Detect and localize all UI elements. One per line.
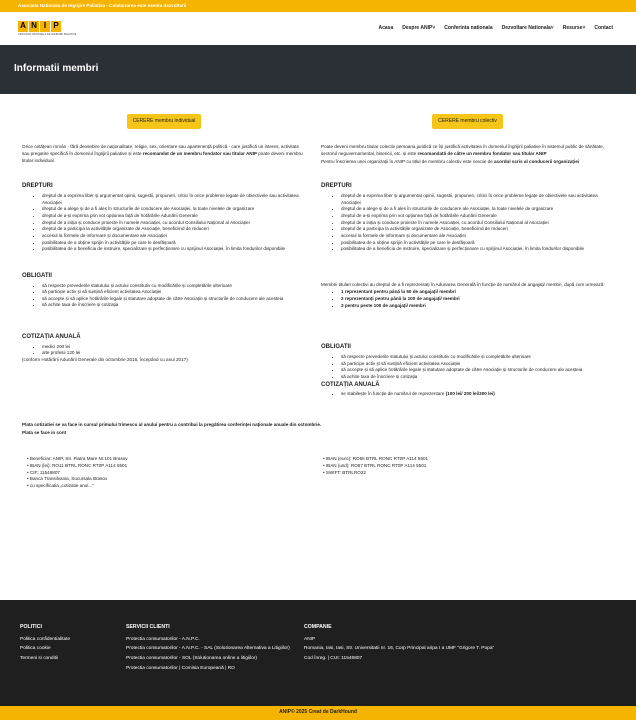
list-item: • să respecte prevederile statutului și actului constitutiv cu modificările și completările ulterioare <box>341 354 614 361</box>
list-item: • medici 200 lei <box>42 344 306 351</box>
list-item: • accesul la formele de informare și documentare ale Asociației <box>42 233 306 240</box>
collective-representation-intro: Membrii titulari colectivi au dreptul de a fi reprezentați în Adunarea Generală în funcție de numărul de angajați/ membri, după cum urmează: <box>321 281 605 287</box>
list-item: • CIF: 11546807 <box>27 470 318 477</box>
individual-rights-list <box>22 193 306 253</box>
logo-subtitle: ASOCIATIA NATIONALA DE INGRIJIRI PALIATIVE <box>18 32 77 36</box>
collective-rights-list <box>321 193 614 253</box>
list-item: • cu specificatia „cotizatie anul...” <box>27 483 318 490</box>
list-item: • posibilitatea de a obține sprijin în activitățile pe care le desfășoară <box>42 240 306 247</box>
footer-company-address: Romania, Iasi, Iasi, Str. Universitatii nr. 16, Corp Principal aripa I a UMF "Grigore T. Popa" <box>304 646 495 652</box>
footer-companie <box>304 624 604 706</box>
copyright-text: ANIP© 2025 Creat de DarkHound <box>279 709 357 716</box>
footer-link[interactable]: Politica confidentialitate <box>20 636 71 642</box>
individual-fee-note: (conform Hotărârii Adunării Generale din octombrie 2016, începând cu anul 2017) <box>22 357 188 363</box>
announcement-text: Asociatia Nationala de Ingrijire Paliativa - Colaborarea este esenta dezvoltarii <box>18 2 187 8</box>
individual-intro: Orice cetățean român - fără deosebire de naționalitate, religie, sex, orientare sau apartenență politică - care justifică un interes, activitate sau pregatire specifică în domeniul îngrijirii paliative și este recomandat de un membru fondator sau titular ANIP poate deveni membru titular individual. <box>22 144 303 163</box>
list-item: • posibilitatea de a obține sprijin în activitățile pe care le desfășoară <box>341 240 614 247</box>
payment-info <box>0 422 636 436</box>
bank-details-left <box>22 456 318 489</box>
list-item: • se stabilește în funcție de numărul de reprezentare (100 lei/ 200 lei/300 lei) <box>341 391 614 398</box>
list-item: • 2 reprezentanți pentru până la 100 de angajați/ membri <box>341 296 614 303</box>
collective-obligations-title: OBLIGATII <box>321 344 351 351</box>
list-item: • să achite taxa de înscriere și cotizația <box>42 302 306 309</box>
logo-letter-n: N <box>29 21 39 32</box>
list-item: • dreptul de a-și exprima prin vot opțiunea față de hotărârile Adunării Generale <box>341 213 614 220</box>
list-item: • posibilitatea de a beneficia de instruire, specializare și perfecționare cu sprijinul Asociației, în limita fondurilor disponibile <box>341 246 614 253</box>
footer-link[interactable]: Protectia consumatorilor | Comisia Europeană | RO <box>126 666 235 672</box>
footer-link[interactable]: Protectia consumatorilor - SOL (Solutionarea online a litigiilor) <box>126 656 257 662</box>
individual-fee-list <box>22 344 306 357</box>
footer-link[interactable]: Protectia consumatorilor - A.N.P.C. - SAL (Solutionarea Alternativa a Litigiilor) <box>126 646 290 652</box>
collective-representation-list <box>321 289 614 309</box>
membership-columns <box>0 94 636 398</box>
nav-contact[interactable]: Contact <box>594 24 613 31</box>
individual-rights-title: DREPTURI <box>22 183 53 190</box>
collective-intro: Poate deveni membru titular colectiv persoana juridică ce își justifică activitatea în domeniul îngrijirii paliative în sistemul public de sănătate, sectorul neguvernamental, bisericii, etc. și este recomandată de către un membru fondator sau titular ANIP <box>321 144 604 156</box>
chevron-down-icon: ˅ <box>550 24 554 31</box>
list-item: • dreptul de a iniția și conduce proiecte în numele Asociației, cu acordul Consiliului Național al Asociației <box>42 220 306 227</box>
collective-rights-title: DREPTURI <box>321 183 352 190</box>
list-item: • posibilitatea de a beneficia de instruire, specializare și perfecționare cu sprijinul Asociației, în limita fondurilor disponibile <box>42 246 306 253</box>
list-item: • 1 reprezentant pentru până la 50 de angajați/ membri <box>341 289 614 296</box>
list-item: • să participe activ și să susțină eficient activitatea Asociației <box>341 361 614 368</box>
footer-link[interactable]: Termeni si conditii <box>20 656 59 662</box>
collective-request-button[interactable]: CERERE membru colectiv <box>432 114 503 129</box>
chevron-down-icon: ˅ <box>582 24 586 31</box>
list-item: • să accepte și să aplice hotărârile legale și statutare adoptate de către Asociație și structurile de conducere ale acesteia <box>341 367 614 374</box>
list-item: • dreptul de a iniția și conduce proiecte în numele Asociației, cu acordul Consiliului Național al Asociației <box>341 220 614 227</box>
individual-obligations-list <box>22 283 306 310</box>
list-item: • dreptul de a exprima liber și argumentat opinii, sugestii, propuneri, critici în orice probleme legate de obiectivele sau activitatea Asociației <box>341 193 614 206</box>
list-item: • dreptul de a participa la activitățile organizate de Asociație, beneficiind de reduceri <box>42 226 306 233</box>
collective-obligations-list <box>321 354 614 381</box>
logo-letter-p: P <box>51 21 61 32</box>
footer-servicii <box>126 624 304 706</box>
list-item: • dreptul de a alege și de a fi ales în structurile de conducere ale Asociației, la toate nivelele de organizare <box>42 206 306 213</box>
list-item: • Banca Transilvania, Sucursala Brasov <box>27 476 318 483</box>
logo[interactable] <box>18 21 77 36</box>
navbar <box>0 12 636 45</box>
page-hero <box>0 45 636 94</box>
list-item: • dreptul de a alege și de a fi ales în structurile de conducere ale Asociației, la toate nivelele de organizare <box>341 206 614 213</box>
individual-request-button[interactable]: CERERE membru individual <box>127 114 202 129</box>
individual-column <box>22 94 318 398</box>
payment-line-1: Plata cotizatiei se va face in cursul primului trimescu al anului pentru a contribui la pregătirea conferinței naționale anuale din octombrie. <box>22 422 322 428</box>
page-title: Informatii membri <box>14 63 99 75</box>
list-item: • să achite taxa de înscriere și cotizația <box>341 374 614 381</box>
list-item: • accesul la formele de informare și documentare ale Asociației <box>341 233 614 240</box>
list-item: • IBAN (euro): RO55 BTRL RONC RT0P A114 5501 <box>323 456 614 463</box>
list-item: • dreptul de a participa la activitățile organizate de Asociație, beneficiind de reduceri <box>341 226 614 233</box>
footer-servicii-title: SERVICII CLIENTI <box>126 624 170 630</box>
list-item: • IBAN (lei): RO11 BTRL RONC RT0P A114 5501 <box>27 463 318 470</box>
footer-politici <box>20 624 126 706</box>
collective-fee-title: COTIZAȚIA ANUALĂ <box>321 381 380 388</box>
nav-conferinta[interactable]: Conferinta nationala <box>444 24 493 31</box>
nav-resurse[interactable]: Resurse˅ <box>562 24 586 31</box>
list-item: • 3 pentru peste 100 de angajați/ membri <box>341 303 614 310</box>
copyright-bar <box>0 706 636 720</box>
nav-acasa[interactable]: Acasa <box>378 24 394 31</box>
individual-fee-title: COTIZAȚIA ANUALĂ <box>22 334 81 341</box>
individual-obligations-title: OBLIGATII <box>22 272 52 279</box>
footer <box>0 600 636 706</box>
list-item: • dreptul de a exprima liber și argumentat opinii, sugestii, propuneri, critici în orice probleme legate de obiectivele sau activitatea Asociației <box>42 193 306 206</box>
collective-column <box>318 94 614 398</box>
footer-link[interactable]: Protectia consumatorilor - A.N.P.C. <box>126 636 200 642</box>
top-announcement-bar <box>0 0 636 12</box>
bank-details <box>0 456 636 489</box>
footer-link[interactable]: Politica cookie <box>20 646 51 652</box>
bank-details-right <box>318 456 614 489</box>
list-item: • să accepte și să aplice hotărârile legale și statutare adoptate de către Asociație și structurile de conducere ale acesteia <box>42 296 306 303</box>
list-item: • IBAN (usd): RO67 BTRL RONC RT0P A114 5501 <box>323 463 614 470</box>
logo-letter-i: I <box>40 21 50 32</box>
collective-fee-list <box>321 391 614 398</box>
list-item: • să participe activ și să susțină eficient activitatea Asociației <box>42 289 306 296</box>
footer-politici-title: POLITICI <box>20 624 42 630</box>
nav-despre-anip[interactable]: Despre ANIP˅ <box>402 24 436 31</box>
nav-dezvoltare[interactable]: Dezvoltare Nationala˅ <box>501 24 554 31</box>
list-item: • Beneficiar: ANIP, Str. Piatra Mare Nr.101 Brasov <box>27 456 318 463</box>
payment-line-2: Plata se face in cont <box>22 429 67 435</box>
footer-companie-title: COMPANIE <box>304 624 332 630</box>
collective-intro-2: Pentru înscrierea unei organizații în ANIP cu titlul de membru colectiv este nevoie de acordul scris al conducerii organizației <box>321 158 580 164</box>
chevron-down-icon: ˅ <box>432 24 436 31</box>
logo-letter-a: A <box>18 21 28 32</box>
list-item: • alte profesii 120 lei <box>42 350 306 357</box>
main-menu <box>379 25 614 32</box>
list-item: • dreptul de a-și exprima prin vot opțiunea față de hotărârile Adunării Generale <box>42 213 306 220</box>
footer-company-name: ANIP <box>304 636 316 642</box>
list-item: • SWIFT: BTRLRO22 <box>323 470 614 477</box>
list-item: • să respecte prevederile statutului și actului constitutiv cu modificările și completările ulterioare <box>42 283 306 290</box>
footer-company-cui: Cod înreg. | CUI: 11546807 <box>304 656 363 662</box>
